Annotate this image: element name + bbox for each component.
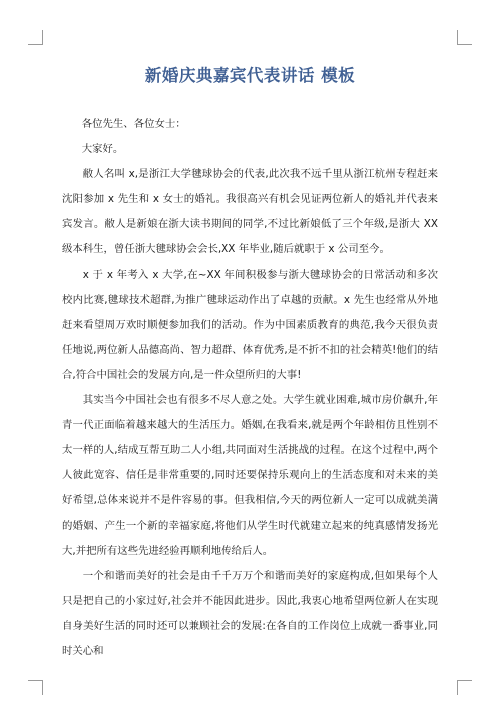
- document-body: [62, 112, 438, 664]
- greeting: 大家好。: [81, 143, 124, 156]
- body-paragraph: x 于 x 年考入 x 大学,在~XX 年间积极参与浙大毽球协会的日常活动和多次校内比赛,毽球技术超群,为推广毽球运动作出了卓越的贡献。x 先生也经常从外地赶来看望周万欢时顺便参加我们的活动。作为中国素质教育的典范,我今天很负责任地说,两位新人品德高尚、智力超群、体育优秀,是不折不扣的社会精英!他们的结合,符合中国社会的发展方向,是一件众望所归的大事!: [62, 268, 438, 381]
- body-paragraph: 一个和谐而美好的社会是由千千万万个和谐而美好的家庭构成,但如果每个人只是把自己的小家过好,社会并不能因此进步。因此,我衷心地希望两位新人在实现自身美好生活的同时还可以兼顾社会的发展:在各自的工作岗位上成就一番事业,同时关心和: [62, 569, 438, 657]
- document-title: 新婚庆典嘉宾代表讲话 模板: [144, 66, 356, 85]
- body-paragraph: 敝人名叫 x,是浙江大学毽球协会的代表,此次我不远千里从浙江杭州专程赶来沈阳参加 x 先生和 x 女士的婚礼。我很高兴有机会见证两位新人的婚礼并代表来宾发言。敝人是新娘在浙大读书期间的同学,不过比新娘低了三个年级,是浙大 XX 级本科生，曾任浙大毽球协会会长,XX 年毕业,随后就职于 x 公司至今。: [62, 168, 438, 256]
- salutation: 各位先生、各位女士：: [81, 118, 186, 130]
- crop-mark-top-right: [457, 30, 472, 45]
- crop-mark-top-left: [28, 30, 43, 45]
- crop-mark-bottom-right: [457, 680, 472, 695]
- body-paragraph: 其实当今中国社会也有很多不尽人意之处。大学生就业困难,城市房价飙升,年青一代正面临着越来越大的生活压力。婚姻,在我看来,就是两个年龄相仿且性别不太一样的人,结成互帮互助二人小组,共同面对生活挑战的过程。在这个过程中,两个人彼此宽容、信任是非常重要的,同时还要保持乐观向上的生活态度和对未来的美好希望,总体来说并不是件容易的事。但我相信,今天的两位新人一定可以成就美满的婚姻、产生一个新的幸福家庭,将他们从学生时代就建立起来的纯真感情发扬光大,并把所有这些先进经验再顺利地传给后人。: [62, 394, 438, 557]
- crop-mark-bottom-left: [28, 680, 43, 695]
